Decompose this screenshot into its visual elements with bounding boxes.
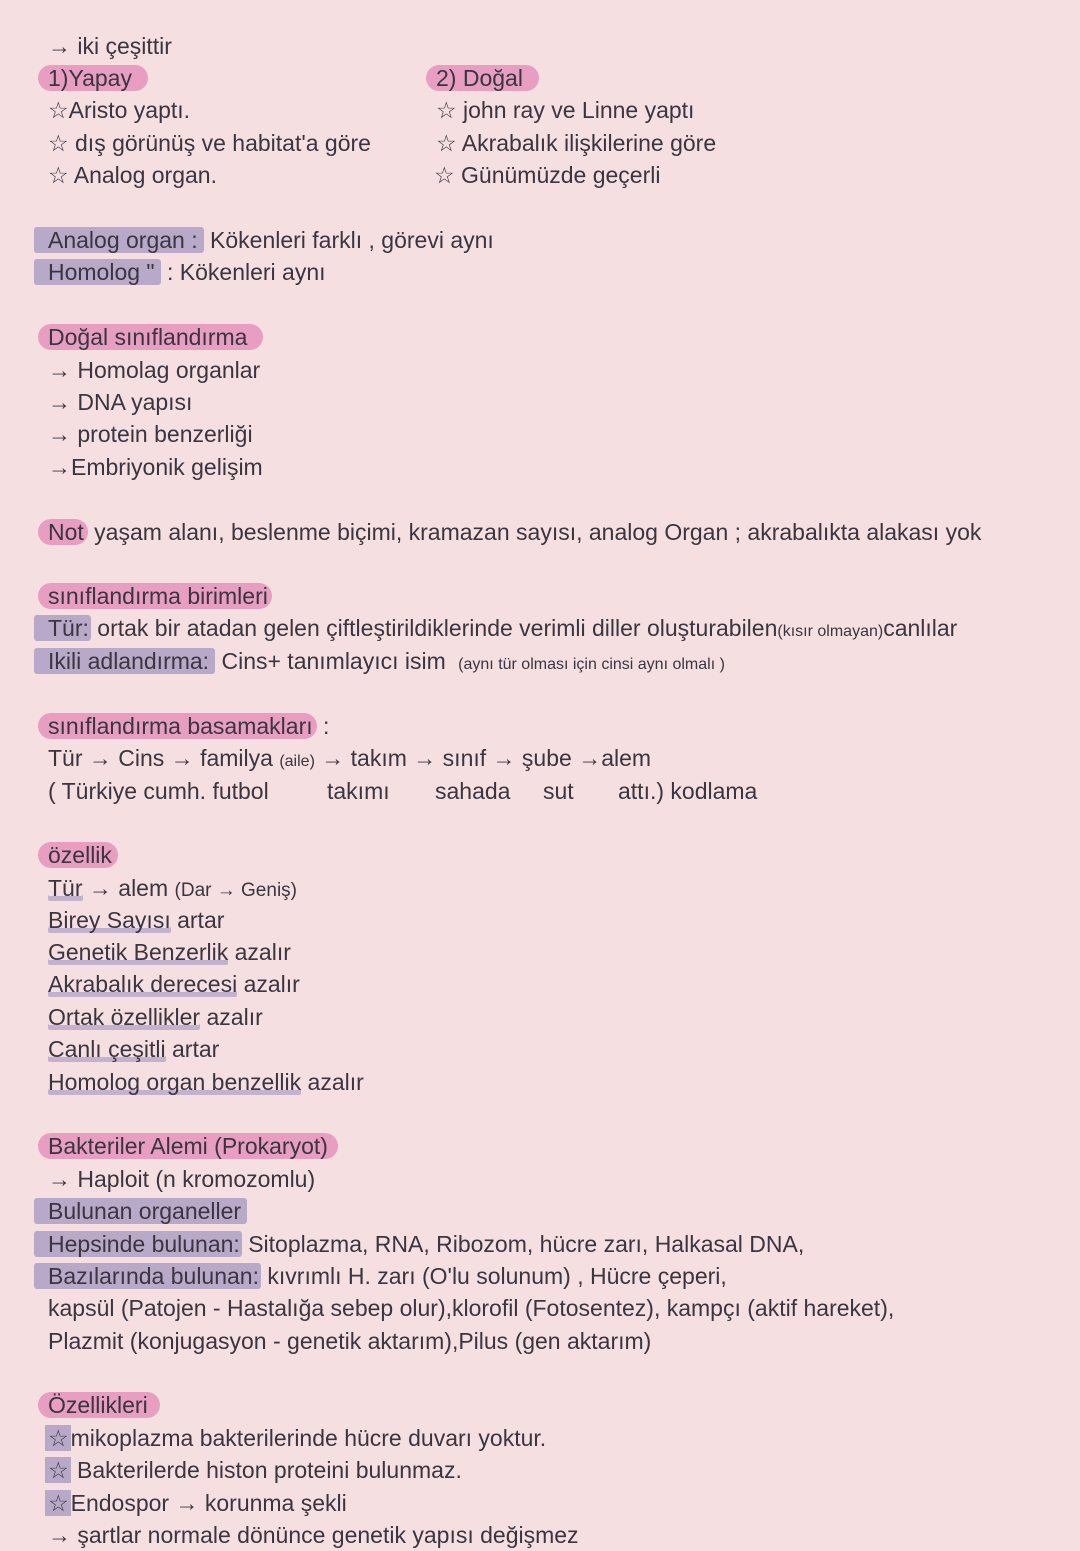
star-icon: ☆ [48, 97, 69, 123]
dogal-title: 2) Doğal [426, 65, 539, 91]
mnemonic-line [48, 775, 758, 807]
all-label: Hepsinde bulunan: [34, 1231, 242, 1257]
mnemonic-word: ( Türkiye cumh. futbol [48, 778, 269, 804]
feature-item [48, 936, 291, 968]
feature-item-underlined: Ortak özellikler [48, 1004, 201, 1030]
properties-heading [48, 1389, 160, 1421]
bacteria-haploid: → Haploit (n kromozomlu) [48, 1166, 316, 1192]
intro-line: → iki çeşittir [48, 33, 172, 59]
dogal-item: john ray ve Linne yaptı [463, 97, 695, 123]
tur-text: ortak bir atadan gelen çiftleştirildiklerinde verimli diller oluşturabilen [90, 615, 778, 641]
natural-item: → DNA yapısı [48, 389, 193, 415]
feature-heading [48, 839, 118, 871]
some-text: kıvrımlı H. zarı (O'lu solunum) , Hücre çeperi, [261, 1263, 727, 1289]
mnemonic-word: attı.) kodlama [618, 778, 758, 804]
ikili-text: Cins+ tanımlayıcı isim [215, 648, 446, 674]
homolog-label: Homolog " [34, 259, 161, 285]
feature-small: (Dar → Geniş) [174, 880, 297, 901]
intro-row-3 [48, 159, 661, 191]
star-icon: ☆ [45, 1457, 71, 1483]
property-text: mikoplazma bakterilerinde hücre duvarı yoktur. [70, 1425, 547, 1451]
star-icon: ☆ [436, 97, 457, 123]
feature-item-underlined: Birey Sayısı [48, 907, 171, 933]
feature-item-text: artar [170, 907, 225, 933]
feature-item [48, 968, 300, 1000]
feature-item-underlined: Akrabalık derecesi [48, 971, 238, 997]
bacteria-cont: kapsül (Patojen - Hastalığa sebep olur),klorofil (Fotosentez), kampçı (aktif hareket), [48, 1295, 895, 1321]
feature-alem: → alem [82, 875, 175, 901]
star-icon: ☆ [45, 1425, 71, 1451]
tur-label: Tür: [34, 615, 91, 641]
property-text: Bakterilerde histon proteini bulunmaz. [70, 1457, 462, 1483]
property-item [48, 1422, 546, 1454]
all-line [48, 1228, 804, 1260]
note-text: yaşam alanı, beslenme biçimi, kramazan sayısı, analog Organ ; akrabalıkta alakası yok [87, 519, 982, 545]
feature-item [48, 1033, 219, 1065]
steps-part-b: → takım → sınıf → şube →alem [314, 745, 652, 771]
organelles-line [48, 1195, 247, 1227]
feature-item-underlined: Homolog organ benzellik [48, 1069, 302, 1095]
feature-item-text: azalır [200, 1004, 263, 1030]
yapay-item: dış görünüş ve habitat'a göre [75, 130, 371, 156]
dogal-item: Günümüzde geçerli [461, 162, 661, 188]
feature-item-text: artar [165, 1036, 220, 1062]
mnemonic-word: sahada [435, 778, 511, 804]
units-heading [48, 580, 272, 612]
properties-title: Özellikleri [38, 1392, 160, 1418]
property-text: Endospor → korunma şekli [70, 1490, 347, 1516]
star-icon: ☆ [434, 162, 455, 188]
feature-item [48, 1001, 263, 1033]
steps-colon: : [316, 713, 330, 739]
star-icon: ☆ [436, 130, 457, 156]
mnemonic-word: takımı [327, 778, 390, 804]
property-item [48, 1487, 347, 1519]
homolog-line [48, 256, 326, 288]
steps-title: sınıflandırma basamakları [38, 713, 317, 739]
feature-item-text: azalır [301, 1069, 364, 1095]
star-icon: ☆ [48, 162, 69, 188]
ikili-label: Ikili adlandırma: [34, 648, 215, 674]
yapay-item: Analog organ. [73, 162, 217, 188]
analog-text: Kökenleri farklı , görevi aynı [203, 227, 494, 253]
natural-item: →Embriyonik gelişim [48, 454, 263, 480]
feature-item-underlined: Genetik Benzerlik [48, 939, 229, 965]
analog-label: Analog organ : [34, 227, 204, 253]
intro-row-2 [48, 127, 717, 159]
dogal-item: Akrabalık ilişkilerine göre [461, 130, 717, 156]
feature-title: özellik [38, 842, 118, 868]
feature-line [48, 872, 297, 907]
all-text: Sitoplazma, RNA, Ribozom, hücre zarı, Halkasal DNA, [241, 1231, 805, 1257]
natural-heading [48, 321, 263, 353]
note-line [48, 516, 981, 548]
feature-item [48, 904, 224, 936]
tur-end: canlılar [883, 615, 958, 641]
yapay-title: 1)Yapay [38, 65, 148, 91]
tur-line [48, 612, 957, 648]
property-item [48, 1454, 462, 1486]
organelles-label: Bulunan organeller [34, 1198, 247, 1224]
feature-item [48, 1066, 364, 1098]
natural-title: Doğal sınıflandırma [38, 324, 263, 350]
bacteria-cont: Plazmit (konjugasyon - genetik aktarım),Pilus (gen aktarım) [48, 1328, 652, 1354]
star-icon: ☆ [48, 130, 69, 156]
yapay-heading [48, 62, 523, 94]
bacteria-heading [48, 1130, 338, 1162]
steps-small: (aile) [279, 753, 315, 770]
star-icon: ☆ [45, 1490, 71, 1516]
note-label: Not [38, 519, 88, 545]
feature-tur: Tür [48, 875, 83, 901]
steps-heading [48, 710, 329, 742]
homolog-text: : Kökenleri aynı [160, 259, 326, 285]
property-last: → şartlar normale dönünce genetik yapısı değişmez [48, 1522, 579, 1548]
steps-part-a: Tür → Cins → familya [48, 745, 280, 771]
intro-row-1 [48, 94, 695, 126]
ikili-line [48, 645, 725, 681]
mnemonic-word: sut [543, 778, 574, 804]
some-line [48, 1260, 727, 1292]
feature-item-text: azalır [237, 971, 300, 997]
analog-line [48, 224, 494, 256]
some-label: Bazılarında bulunan: [34, 1263, 261, 1289]
bacteria-title: Bakteriler Alemi (Prokaryot) [38, 1133, 338, 1159]
natural-item: → protein benzerliği [48, 421, 253, 447]
units-title: sınıflandırma birimleri [38, 583, 272, 609]
feature-item-text: azalır [228, 939, 291, 965]
natural-item: → Homolag organlar [48, 357, 261, 383]
feature-item-underlined: Canlı çeşitli [48, 1036, 166, 1062]
tur-small: (kısır olmayan) [777, 623, 884, 640]
ikili-small: (aynı tür olması için cinsi aynı olmalı ) [458, 656, 725, 673]
steps-line [48, 742, 651, 778]
yapay-item: Aristo yaptı. [68, 97, 191, 123]
